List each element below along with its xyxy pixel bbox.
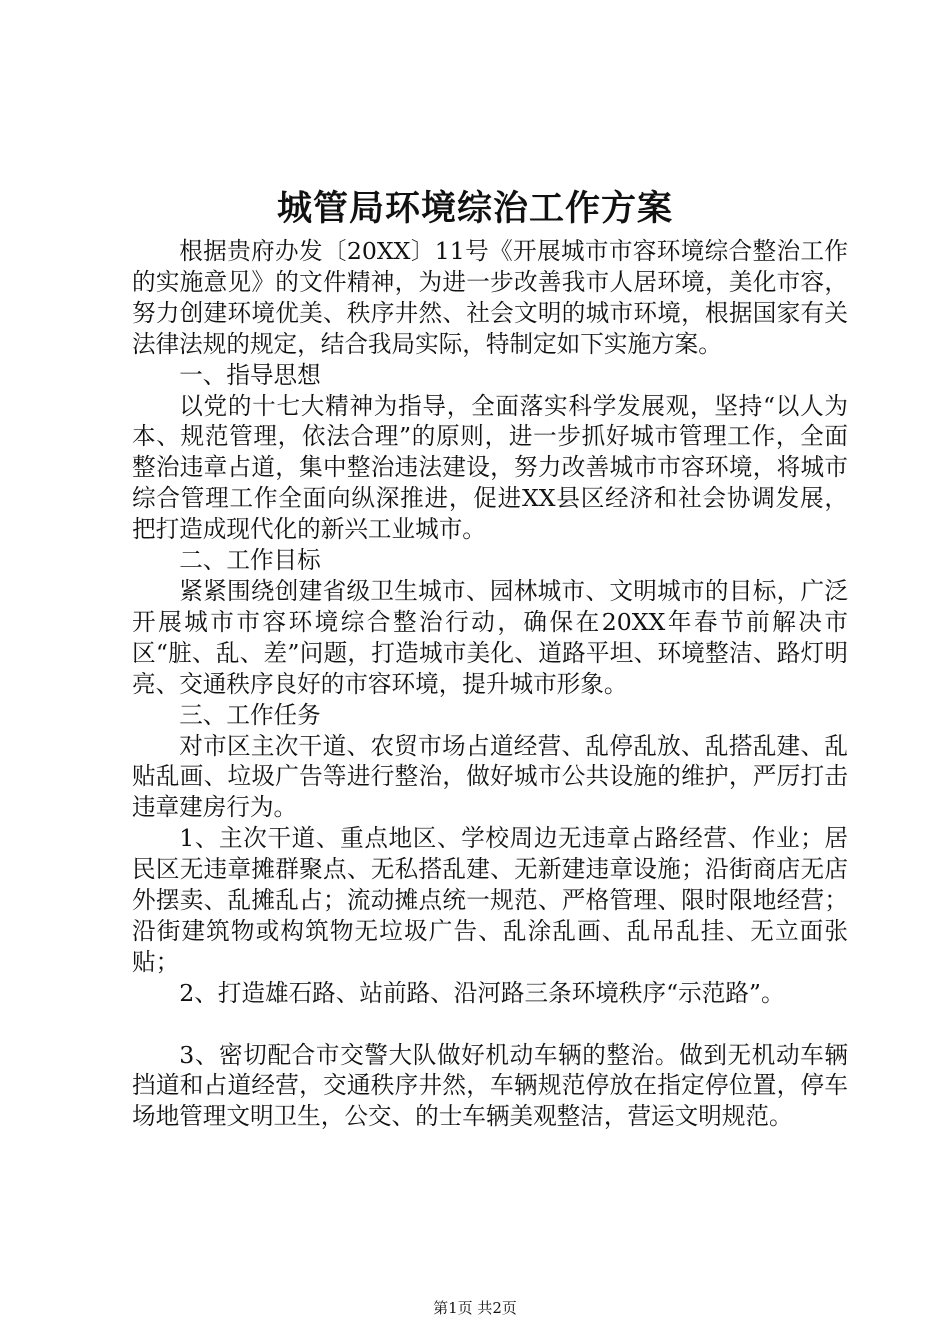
section-body-guiding-ideology: 以党的十七大精神为指导，全面落实科学发展观，坚持“以人为本、规范管理，依法合理”的原则，进一步抓好城市管理工作，全面整治违章占道，集中整治违法建设，努力改善城市市容环境，将城市综合管理工作全面向纵深推进，促进XX县区经济和社会协调发展，把打造成现代化的新兴工业城市。 [132,391,848,544]
document-title: 城管局环境综治工作方案 [276,188,673,229]
task-item-2: 2、打造雄石路、站前路、沿河路三条环境秩序“示范路”。 [179,978,785,1007]
section-body-work-goals: 紧紧围绕创建省级卫生城市、园林城市、文明城市的目标，广泛开展城市市容环境综合整治行动，确保在20XX年春节前解决市区“脏、乱、差”问题，打造城市美化、道路平坦、环境整洁、路灯明亮、交通秩序良好的市容环境，提升城市形象。 [132,576,848,698]
intro-paragraph: 根据贵府办发〔20XX〕11号《开展城市市容环境综合整治工作的实施意见》的文件精神，为进一步改善我市人居环境，美化市容，努力创建环境优美、秩序井然、社会文明的城市环境，根据国家有关法律法规的规定，结合我局实际，特制定如下实施方案。 [132,237,848,358]
page-footer: 第1页 共2页 [433,1299,517,1317]
section-heading-work-goals: 二、工作目标 [179,546,321,575]
task-item-3: 3、密切配合市交警大队做好机动车辆的整治。做到无机动车辆挡道和占道经营，交通秩序井然，车辆规范停放在指定停位置，停车场地管理文明卫生，公交、的士车辆美观整洁，营运文明规范。 [132,1040,848,1131]
document-body [132,236,848,1132]
section-body-work-tasks: 对市区主次干道、农贸市场占道经营、乱停乱放、乱搭乱建、乱贴乱画、垃圾广告等进行整治，做好城市公共设施的维护，严厉打击违章建房行为。 [132,731,848,822]
blank-line [132,1009,848,1040]
task-item-1: 1、主次干道、重点地区、学校周边无违章占路经营、作业；居民区无违章摊群聚点、无私搭乱建、无新建违章设施；沿街商店无店外摆卖、乱摊乱占；流动摊点统一规范、严格管理、限时限地经营；沿街建筑物或构筑物无垃圾广告、乱涂乱画、乱吊乱挂、无立面张贴； [132,824,848,976]
section-heading-guiding-ideology: 一、指导思想 [179,360,321,389]
section-heading-work-tasks: 三、工作任务 [179,700,321,729]
